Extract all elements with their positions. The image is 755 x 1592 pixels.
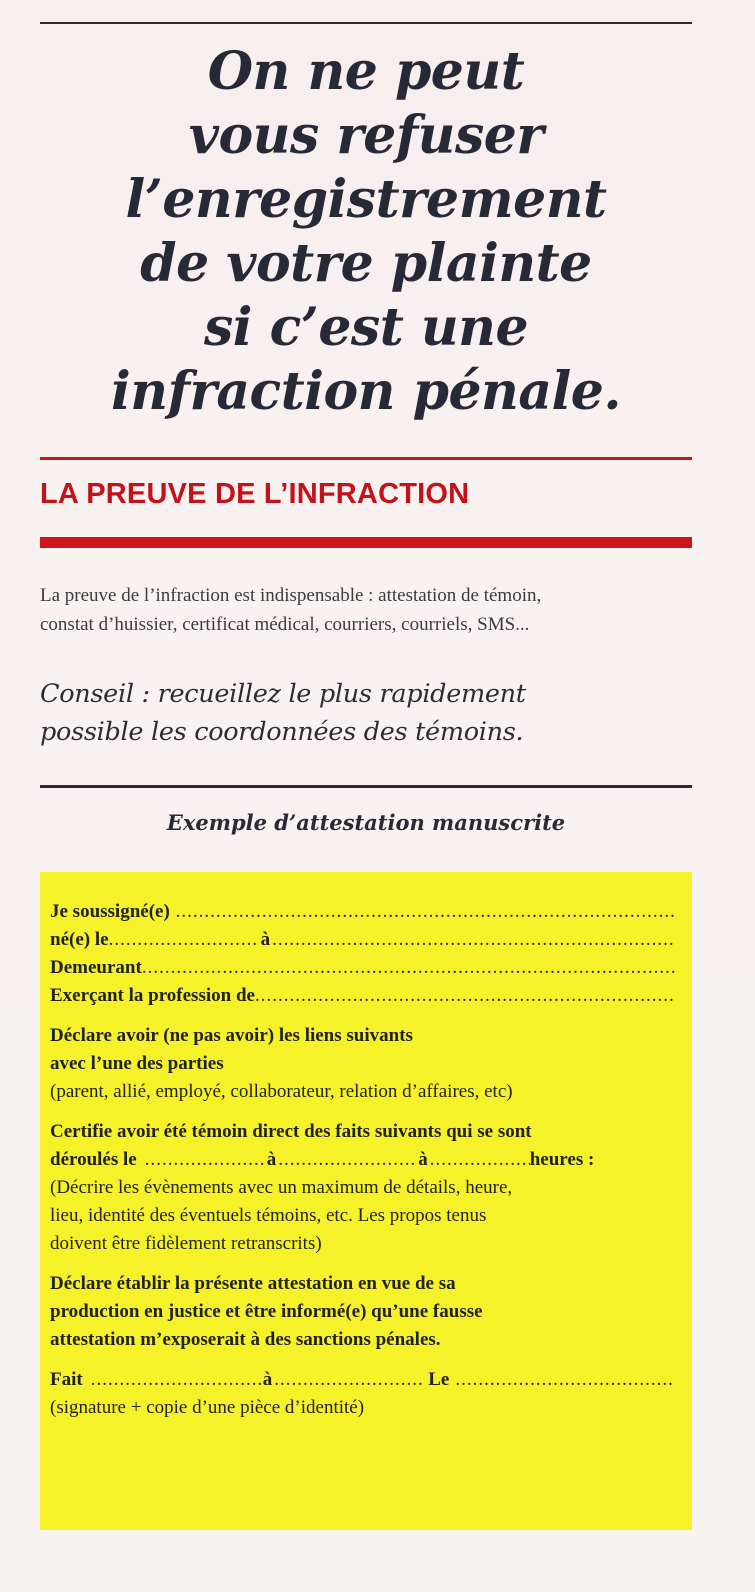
blank-fait bbox=[91, 1366, 261, 1394]
form-line-demeurant bbox=[50, 954, 675, 982]
intro-paragraph bbox=[40, 581, 700, 639]
decrire-line: (Décrire les évènements avec un maximum de détails, heure, bbox=[50, 1177, 513, 1198]
blank-heure-faits bbox=[430, 1146, 530, 1174]
label-a: à bbox=[262, 1369, 273, 1390]
advice-line: possible les coordonnées des témoins. bbox=[40, 717, 524, 747]
intro-line: La preuve de l’infraction est indispensable : attestation de témoin, bbox=[40, 585, 542, 606]
example-title: Exemple d’attestation manuscrite bbox=[166, 810, 566, 835]
red-divider-thick bbox=[40, 537, 692, 548]
form-line-soussigne bbox=[50, 898, 675, 926]
blank-lieu-faits bbox=[278, 1146, 416, 1174]
blank-soussigne bbox=[170, 898, 675, 926]
signature-note: (signature + copie d’une pièce d’identité) bbox=[50, 1397, 365, 1418]
headline-line: infraction pénale. bbox=[111, 361, 621, 422]
etablir-line: Déclare établir la présente attestation en vue de sa bbox=[50, 1273, 456, 1294]
form-line-naissance bbox=[50, 926, 675, 954]
advice-line: Conseil : recueillez le plus rapidement bbox=[40, 679, 526, 709]
blank-lieu-fait bbox=[274, 1366, 424, 1394]
section-title: LA PREUVE DE L’INFRACTION bbox=[40, 478, 470, 510]
declare-liens-line: Déclare avoir (ne pas avoir) les liens suivants bbox=[50, 1025, 413, 1046]
label-demeurant: Demeurant bbox=[50, 957, 142, 978]
headline-line: l’enregistrement bbox=[125, 169, 607, 230]
blank-lieu-naissance bbox=[272, 926, 675, 954]
form-line-deroules bbox=[50, 1146, 675, 1174]
top-divider bbox=[40, 22, 692, 24]
label-ne-le: né(e) le bbox=[50, 929, 109, 950]
label-a: à bbox=[418, 1149, 428, 1170]
label-soussigne: Je soussigné(e) bbox=[50, 901, 170, 922]
attestation-form bbox=[50, 898, 675, 1422]
label-deroules-le: déroulés le bbox=[50, 1149, 137, 1170]
label-le: Le bbox=[428, 1369, 450, 1390]
declare-liens-line: avec l’une des parties bbox=[50, 1053, 224, 1074]
blank-date-naissance bbox=[109, 926, 259, 954]
headline-line: On ne peut bbox=[207, 41, 525, 102]
decrire-line: lieu, identité des éventuels témoins, etc. Les propos tenus bbox=[50, 1205, 487, 1226]
headline-line: vous refuser bbox=[188, 105, 544, 166]
liens-exemples: (parent, allié, employé, collaborateur, relation d’affaires, etc) bbox=[50, 1081, 513, 1102]
etablir-line: attestation m’exposerait à des sanctions pénales. bbox=[50, 1329, 441, 1350]
blank-demeurant bbox=[142, 954, 675, 982]
decrire-line: doivent être fidèlement retranscrits) bbox=[50, 1233, 322, 1254]
blank-date-faits bbox=[145, 1146, 265, 1174]
label-a: à bbox=[266, 1149, 277, 1170]
intro-line: constat d’huissier, certificat médical, courriers, courriels, SMS... bbox=[40, 614, 530, 635]
form-line-fait bbox=[50, 1366, 675, 1394]
label-heures: heures : bbox=[529, 1149, 595, 1170]
etablir-line: production en justice et être informé(e) qu’une fausse bbox=[50, 1301, 483, 1322]
form-line-profession bbox=[50, 982, 675, 1010]
certifie-line: Certifie avoir été témoin direct des faits suivants qui se sont bbox=[50, 1121, 532, 1142]
advice-paragraph bbox=[40, 675, 700, 751]
example-divider bbox=[40, 785, 692, 788]
label-profession: Exerçant la profession de bbox=[50, 985, 255, 1006]
headline-line: de votre plainte bbox=[140, 233, 592, 294]
headline bbox=[40, 40, 692, 424]
label-fait: Fait bbox=[50, 1369, 83, 1390]
blank-date-fait bbox=[455, 1366, 675, 1394]
blank-profession bbox=[255, 982, 675, 1010]
red-divider-thin bbox=[40, 457, 692, 460]
label-a: à bbox=[260, 929, 271, 950]
headline-line: si c’est une bbox=[203, 297, 529, 358]
